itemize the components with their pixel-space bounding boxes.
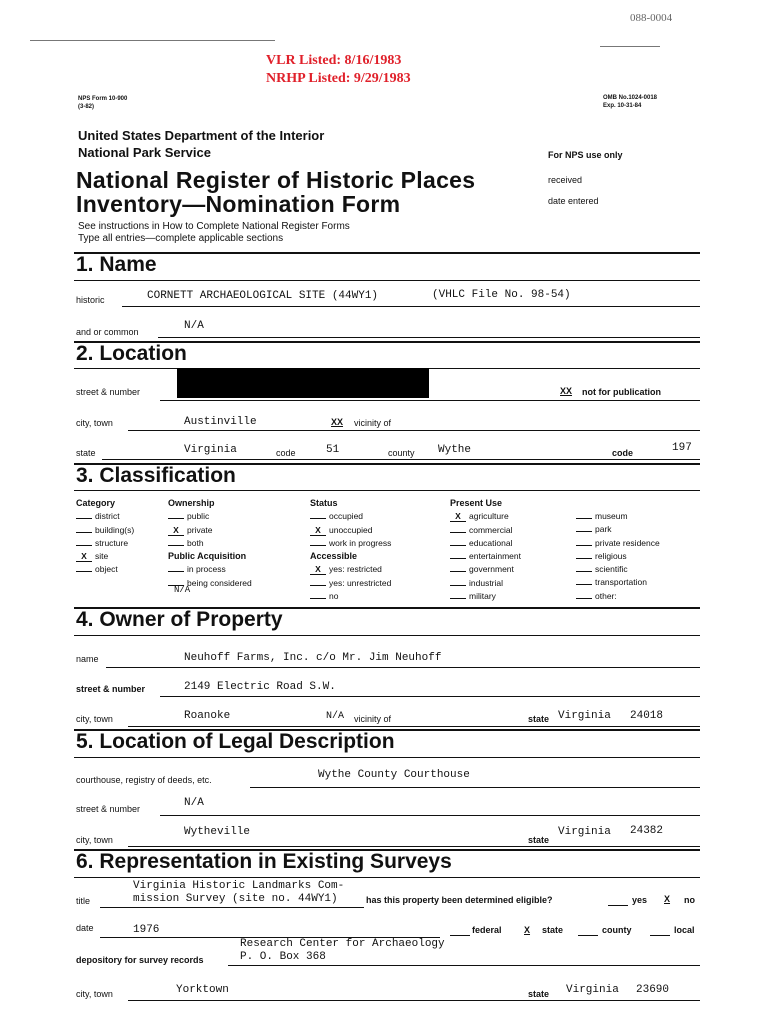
checkbox-item	[76, 563, 134, 576]
eligible-no-mark: X	[664, 894, 671, 904]
survey-state-mark: X	[524, 925, 531, 935]
checkbox-blank	[576, 584, 592, 585]
form-title-line2: Inventory—Nomination Form	[76, 191, 401, 217]
checkbox-item	[576, 510, 660, 523]
historic-name-value: CORNETT ARCHAEOLOGICAL SITE (44WY1)	[147, 290, 379, 302]
state-value: Virginia	[184, 444, 237, 456]
legal-city-label: city, town	[76, 835, 113, 845]
checkbox-blank	[576, 531, 592, 532]
checkbox-item	[576, 550, 660, 563]
legal-state-value: Virginia	[558, 826, 611, 838]
vhlc-file-value: (VHLC File No. 98-54)	[432, 289, 571, 301]
checkbox-blank	[310, 598, 326, 599]
checkbox-blank	[576, 518, 592, 519]
checkbox-blank: X	[450, 511, 466, 522]
owner-zip-value: 24018	[630, 710, 664, 722]
owner-vicinity-label: vicinity of	[354, 714, 392, 724]
checkbox-blank	[310, 585, 326, 586]
checkbox-blank: X	[76, 551, 92, 562]
checkbox-blank	[576, 558, 592, 559]
checkbox-item	[76, 537, 134, 550]
not-for-publication-mark: XX	[560, 386, 573, 396]
checkbox-item	[450, 537, 521, 550]
eligible-yes-label: yes	[632, 895, 648, 905]
survey-local-label: local	[674, 925, 695, 935]
local-blank	[650, 935, 670, 936]
checkbox-label: entertainment	[469, 551, 521, 562]
checkbox-blank	[76, 571, 92, 572]
section-surveys-heading: 6. Representation in Existing Surveys	[76, 850, 452, 873]
county-code-value: 197	[672, 442, 692, 454]
ownership-heading: Ownership	[168, 498, 215, 508]
field-line	[160, 400, 700, 401]
survey-title-line2: mission Survey (site no. 44WY1)	[133, 893, 338, 905]
checkbox-item	[168, 524, 252, 537]
owner-state-value: Virginia	[558, 710, 611, 722]
checkbox-label: in process	[187, 564, 226, 575]
section-rule	[74, 252, 700, 254]
checkbox-blank	[310, 518, 326, 519]
field-line	[250, 787, 700, 788]
acquisition-heading: Public Acquisition	[168, 551, 247, 562]
checkbox-item	[450, 590, 521, 603]
owner-city-label: city, town	[76, 714, 113, 724]
checkbox-label: both	[187, 537, 204, 548]
checkbox-label: commercial	[469, 524, 513, 535]
checkbox-item	[576, 523, 660, 536]
date-entered-label: date entered	[548, 196, 599, 206]
checkbox-label: private	[187, 524, 213, 535]
owner-street-value: 2149 Electric Road S.W.	[184, 681, 336, 693]
common-name-value: N/A	[184, 320, 204, 332]
checkbox-label: military	[469, 591, 496, 602]
checkbox-label: educational	[469, 537, 513, 548]
checkbox-label: building(s)	[95, 524, 135, 535]
checkbox-item	[310, 524, 391, 537]
checkbox-item	[310, 577, 391, 590]
depository-city-label: city, town	[76, 989, 113, 999]
checkbox-label: private residence	[595, 537, 660, 548]
checkbox-label: no	[329, 591, 339, 602]
checkbox-blank	[76, 532, 92, 533]
eligible-question: has this property been determined eligible?	[366, 895, 553, 905]
state-code-value: 51	[326, 444, 340, 456]
street-label: street & number	[76, 387, 141, 397]
section-rule	[74, 490, 700, 491]
scan-line-top-right	[600, 46, 660, 47]
county-code-label: code	[612, 448, 634, 458]
owner-street-label: street & number	[76, 684, 146, 694]
field-line	[128, 846, 700, 847]
status-column	[310, 497, 391, 603]
field-line	[122, 306, 700, 307]
category-column	[76, 497, 134, 577]
department-name: United States Department of the Interior	[78, 128, 325, 143]
checkbox-blank	[310, 545, 326, 546]
depository-state-value: Virginia	[566, 984, 619, 996]
checkbox-blank	[168, 545, 184, 546]
checkbox-label: industrial	[469, 577, 504, 588]
checkbox-item	[576, 563, 660, 576]
checkbox-item	[450, 524, 521, 537]
section-rule	[74, 280, 700, 281]
legal-city-value: Wytheville	[184, 826, 251, 838]
federal-blank	[450, 935, 470, 936]
checkbox-blank	[576, 571, 592, 572]
checkbox-label: religious	[595, 550, 627, 561]
checkbox-label: government	[469, 564, 514, 575]
owner-vicinity-value: N/A	[326, 711, 345, 722]
section-rule	[74, 757, 700, 758]
nps-use-only: For NPS use only	[548, 150, 623, 160]
section-rule	[74, 877, 700, 878]
instructions-line2: Type all entries—complete applicable sections	[78, 233, 284, 244]
checkbox-blank: X	[310, 525, 326, 536]
acquisition-note: N/A	[174, 585, 191, 595]
vicinity-label: vicinity of	[354, 418, 392, 428]
checkbox-item	[76, 510, 134, 523]
checkbox-label: occupied	[329, 511, 364, 522]
section-classification-heading: 3. Classification	[76, 464, 236, 487]
section-legal-heading: 5. Location of Legal Description	[76, 730, 395, 753]
owner-state-label: state	[528, 714, 550, 724]
depository-state-label: state	[528, 989, 550, 999]
depository-zip-value: 23690	[636, 984, 670, 996]
checkbox-blank	[450, 571, 466, 572]
nrhp-listed-stamp: NRHP Listed: 9/29/1983	[266, 71, 411, 86]
checkbox-label: being considered	[187, 577, 252, 588]
depository-line2: P. O. Box 368	[240, 951, 326, 963]
checkbox-blank	[168, 518, 184, 519]
vicinity-mark: XX	[331, 417, 344, 427]
checkbox-blank	[168, 571, 184, 572]
survey-federal-label: federal	[472, 925, 502, 935]
legal-street-value: N/A	[184, 797, 204, 809]
checkbox-item	[576, 590, 660, 603]
section-rule	[74, 635, 700, 636]
ownership-column	[168, 497, 252, 590]
checkbox-blank: X	[310, 564, 326, 575]
checkbox-blank	[450, 545, 466, 546]
field-line	[100, 907, 364, 908]
yes-blank	[608, 905, 628, 906]
present-use-heading: Present Use	[450, 498, 503, 508]
service-name: National Park Service	[78, 145, 211, 160]
owner-name-label: name	[76, 654, 99, 664]
field-line	[128, 430, 700, 431]
state-code-label: code	[276, 448, 296, 458]
checkbox-item	[310, 537, 391, 550]
checkbox-blank	[576, 545, 592, 546]
county-label: county	[388, 448, 415, 458]
county-blank	[578, 935, 598, 936]
form-title-line1: National Register of Historic Places	[76, 167, 476, 193]
field-line	[106, 667, 700, 668]
checkbox-label: yes: restricted	[329, 564, 382, 575]
survey-state-label: state	[542, 925, 564, 935]
survey-title-label: title	[76, 896, 91, 906]
instructions-line1: See instructions in How to Complete National Register Forms	[78, 221, 350, 232]
depository-label: depository for survey records	[76, 955, 204, 965]
checkbox-label: object	[95, 564, 118, 575]
field-line	[158, 337, 700, 338]
field-line	[128, 1000, 700, 1001]
state-label: state	[76, 448, 96, 458]
eligible-no-label: no	[684, 895, 695, 905]
checkbox-label: site	[95, 551, 109, 562]
field-line	[102, 459, 700, 460]
checkbox-item	[450, 577, 521, 590]
survey-title-line1: Virginia Historic Landmarks Com-	[133, 880, 345, 892]
checkbox-label: museum	[595, 511, 628, 521]
checkbox-blank	[450, 558, 466, 559]
city-label: city, town	[76, 418, 113, 428]
checkbox-item	[168, 510, 252, 523]
checkbox-label: park	[595, 524, 612, 535]
checkbox-label: transportation	[595, 577, 647, 588]
checkbox-blank	[450, 585, 466, 586]
checkbox-blank	[450, 532, 466, 533]
legal-street-label: street & number	[76, 804, 141, 814]
scan-line-top	[30, 40, 275, 41]
section-name-heading: 1. Name	[76, 253, 157, 276]
checkbox-label: structure	[95, 537, 129, 548]
field-line	[228, 965, 700, 966]
field-line	[128, 726, 700, 727]
status-heading: Status	[310, 498, 338, 508]
field-line	[160, 815, 700, 816]
survey-date-value: 1976	[133, 924, 160, 936]
present-use-column	[450, 497, 521, 603]
checkbox-item	[310, 563, 391, 576]
owner-city-value: Roanoke	[184, 710, 231, 722]
form-revision: (3-82)	[78, 104, 95, 110]
category-heading: Category	[76, 498, 116, 508]
checkbox-label: yes: unrestricted	[329, 577, 392, 588]
checkbox-label: agriculture	[469, 511, 509, 522]
checkbox-item	[576, 576, 660, 589]
checkbox-item	[450, 563, 521, 576]
not-for-publication-label: not for publication	[582, 387, 661, 397]
checkbox-label: work in progress	[329, 537, 392, 548]
checkbox-blank	[450, 598, 466, 599]
checkbox-blank	[76, 518, 92, 519]
omb-expiration: Exp. 10-31-84	[603, 103, 642, 109]
checkbox-item	[450, 510, 521, 523]
checkbox-item	[450, 550, 521, 563]
depository-city-value: Yorktown	[176, 984, 229, 996]
county-value: Wythe	[438, 444, 472, 456]
survey-date-label: date	[76, 923, 94, 933]
checkbox-item	[310, 510, 391, 523]
legal-zip-value: 24382	[630, 825, 664, 837]
legal-state-label: state	[528, 835, 550, 845]
checkbox-label: district	[95, 511, 120, 522]
field-line	[160, 696, 700, 697]
survey-county-label: county	[602, 925, 632, 935]
checkbox-item	[168, 537, 252, 550]
omb-number: OMB No.1024-0018	[603, 95, 658, 101]
redacted-address	[177, 368, 429, 398]
city-value: Austinville	[184, 416, 257, 428]
checkbox-item	[76, 524, 134, 537]
owner-name-value: Neuhoff Farms, Inc. c/o Mr. Jim Neuhoff	[184, 652, 442, 664]
accessible-heading: Accessible	[310, 551, 358, 562]
checkbox-label: other:	[595, 590, 617, 601]
checkbox-item	[576, 537, 660, 550]
checkbox-blank: X	[168, 525, 184, 536]
checkbox-item	[76, 550, 134, 563]
section-owner-heading: 4. Owner of Property	[76, 608, 283, 631]
received-label: received	[548, 175, 583, 185]
section-location-heading: 2. Location	[76, 342, 187, 365]
checkbox-blank	[76, 545, 92, 546]
checkbox-item	[310, 590, 391, 603]
checkbox-item	[168, 563, 252, 576]
checkbox-label: public	[187, 511, 210, 522]
depository-line1: Research Center for Archaeology	[240, 938, 445, 950]
form-number: NPS Form 10-900	[78, 96, 128, 102]
courthouse-value: Wythe County Courthouse	[318, 769, 470, 781]
checkbox-label: unoccupied	[329, 524, 373, 535]
historic-label: historic	[76, 295, 105, 305]
vlr-listed-stamp: VLR Listed: 8/16/1983	[266, 53, 402, 68]
present-use-column-2	[576, 510, 660, 603]
checkbox-blank	[576, 598, 592, 599]
common-name-label: and or common	[76, 327, 139, 337]
corner-handwritten-mark: 088-0004	[630, 12, 673, 24]
courthouse-label: courthouse, registry of deeds, etc.	[76, 775, 212, 785]
checkbox-label: scientific	[595, 564, 628, 575]
